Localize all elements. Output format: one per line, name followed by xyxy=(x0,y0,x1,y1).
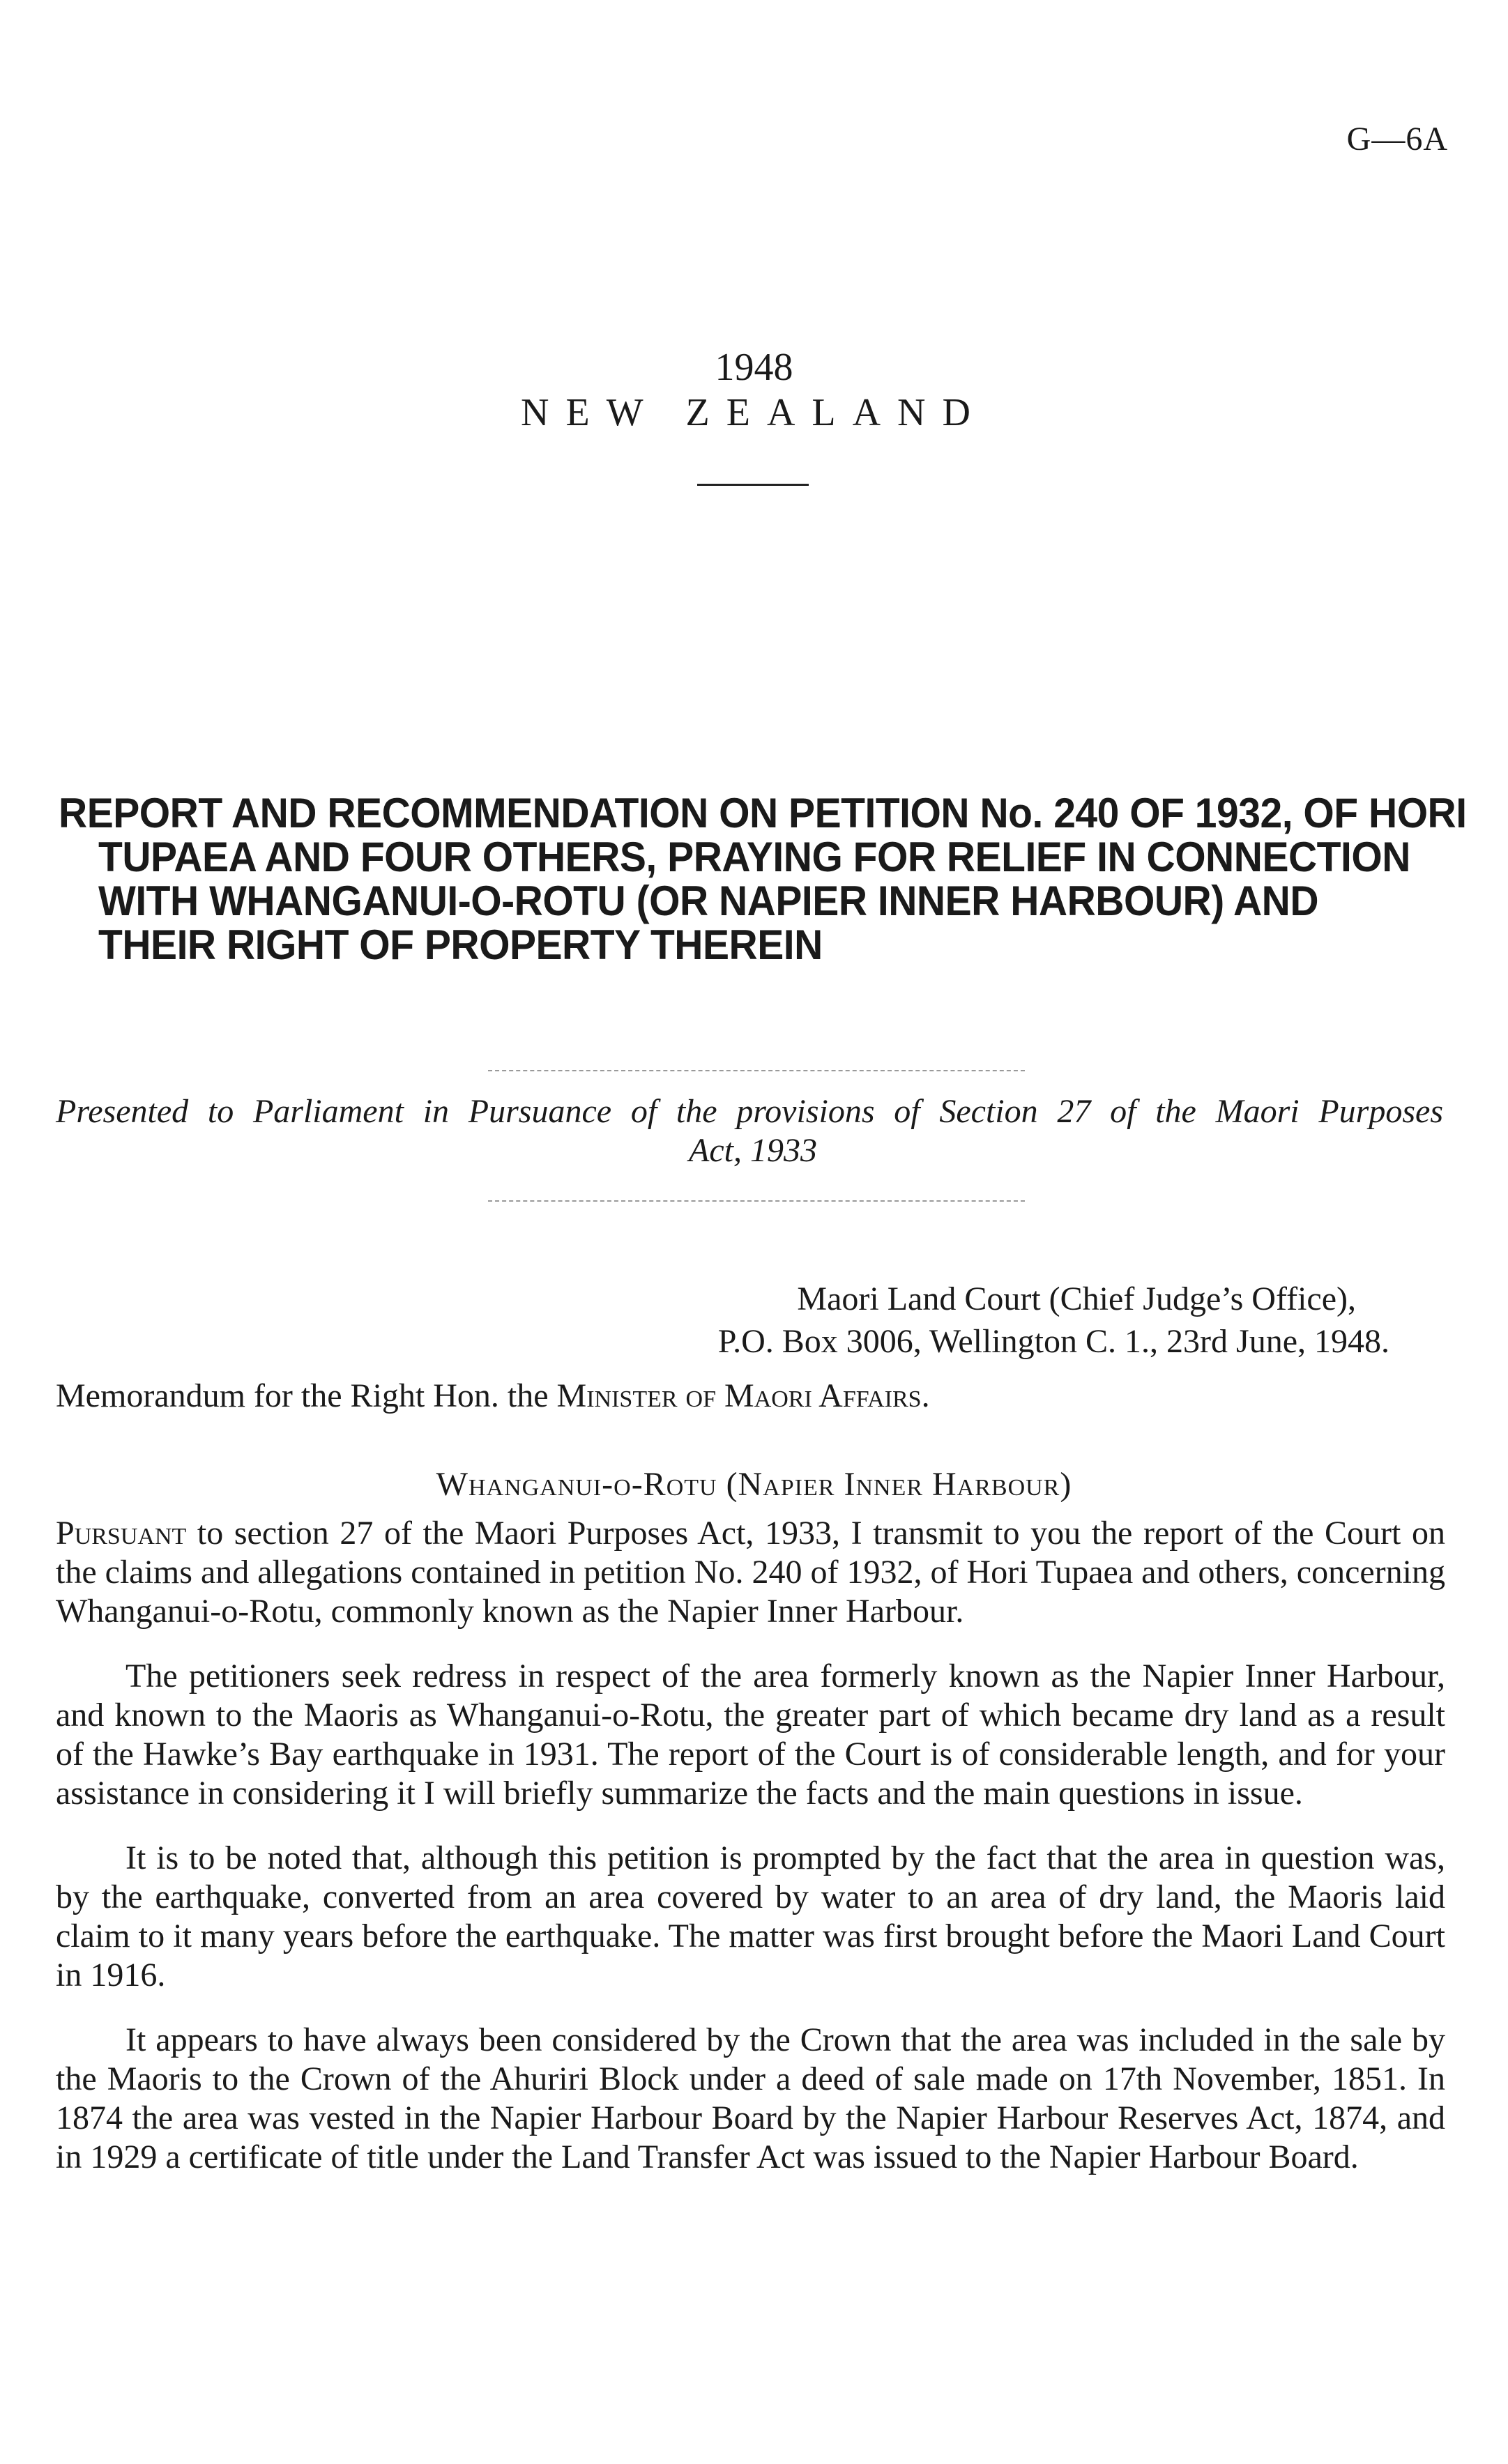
presented-bottom-divider xyxy=(488,1200,1025,1202)
body-text xyxy=(56,1514,1445,2203)
presented-line: Presented to Parliament in Pursuance of the provisions of Section 27 of the Maori Purposes xyxy=(56,1093,1443,1130)
country-heading: NEW ZEALAND xyxy=(521,391,987,434)
memorandum-line xyxy=(56,1377,930,1415)
presented-note xyxy=(56,1092,1450,1170)
title-line: TUPAEA AND FOUR OTHERS, PRAYING FOR RELIEF IN CONNECTION xyxy=(98,834,1410,880)
section-heading: Whanganui-o-Rotu (Napier Inner Harbour) xyxy=(436,1466,1072,1503)
paragraph-lead: Pursuant xyxy=(56,1515,187,1552)
memo-addressee: Minister of Maori Affairs. xyxy=(556,1377,930,1414)
document-title xyxy=(59,790,1467,968)
document-reference: G—6A xyxy=(1346,121,1448,158)
presented-top-divider xyxy=(488,1070,1025,1071)
title-line: REPORT AND RECOMMENDATION ON PETITION No. 240 OF 1932, OF HORI xyxy=(59,790,1467,836)
sender-address-line: Maori Land Court (Chief Judge’s Office), xyxy=(797,1280,1356,1317)
paragraph: It is to be noted that, although this petition is prompted by the fact that the area in question was, by the earthquake, converted from an area covered by water to an area of dry land, the Maoris laid claim to it many years before the earthquake. The matter was first brought before the Maori Land Court in 1916. xyxy=(56,1839,1445,1994)
sender-address-line: P.O. Box 3006, Wellington C. 1., 23rd June, 1948. xyxy=(717,1323,1389,1360)
header-divider xyxy=(697,484,809,486)
paragraph xyxy=(56,1514,1445,1631)
paragraph-text: to section 27 of the Maori Purposes Act, 1933, I transmit to you the report of the Court on the claims and allegations contained in petition No. 240 of 1932, of Hori Tupaea and others, concerning Whanganui-o-Rotu, commonly known as the Napier Inner Harbour. xyxy=(56,1515,1445,1630)
title-line: THEIR RIGHT OF PROPERTY THEREIN xyxy=(98,921,823,968)
document-year: 1948 xyxy=(715,346,793,389)
title-line: WITH WHANGANUI-O-ROTU (OR NAPIER INNER HARBOUR) AND xyxy=(98,878,1319,924)
paragraph: The petitioners seek redress in respect of the area formerly known as the Napier Inner Harbour, and known to the Maoris as Whanganui-o-Rotu, the greater part of which became dry land as a result of the Hawke’s Bay earthquake in 1931. The report of the Court is of considerable length, and for your assistance in considering it I will briefly summarize the facts and the main questions in issue. xyxy=(56,1658,1445,1812)
paragraph: It appears to have always been considered by the Crown that the area was included in the sale by the Maoris to the Crown of the Ahuriri Block under a deed of sale made on 17th November, 1851. In 1874 the area was vested in the Napier Harbour Board by the Napier Harbour Reserves Act, 1874, and in 1929 a certificate of title under the Land Transfer Act was issued to the Napier Harbour Board. xyxy=(56,2021,1445,2175)
memo-prefix: Memorandum for the Right Hon. the xyxy=(56,1377,557,1414)
presented-line: Act, 1933 xyxy=(689,1132,817,1169)
